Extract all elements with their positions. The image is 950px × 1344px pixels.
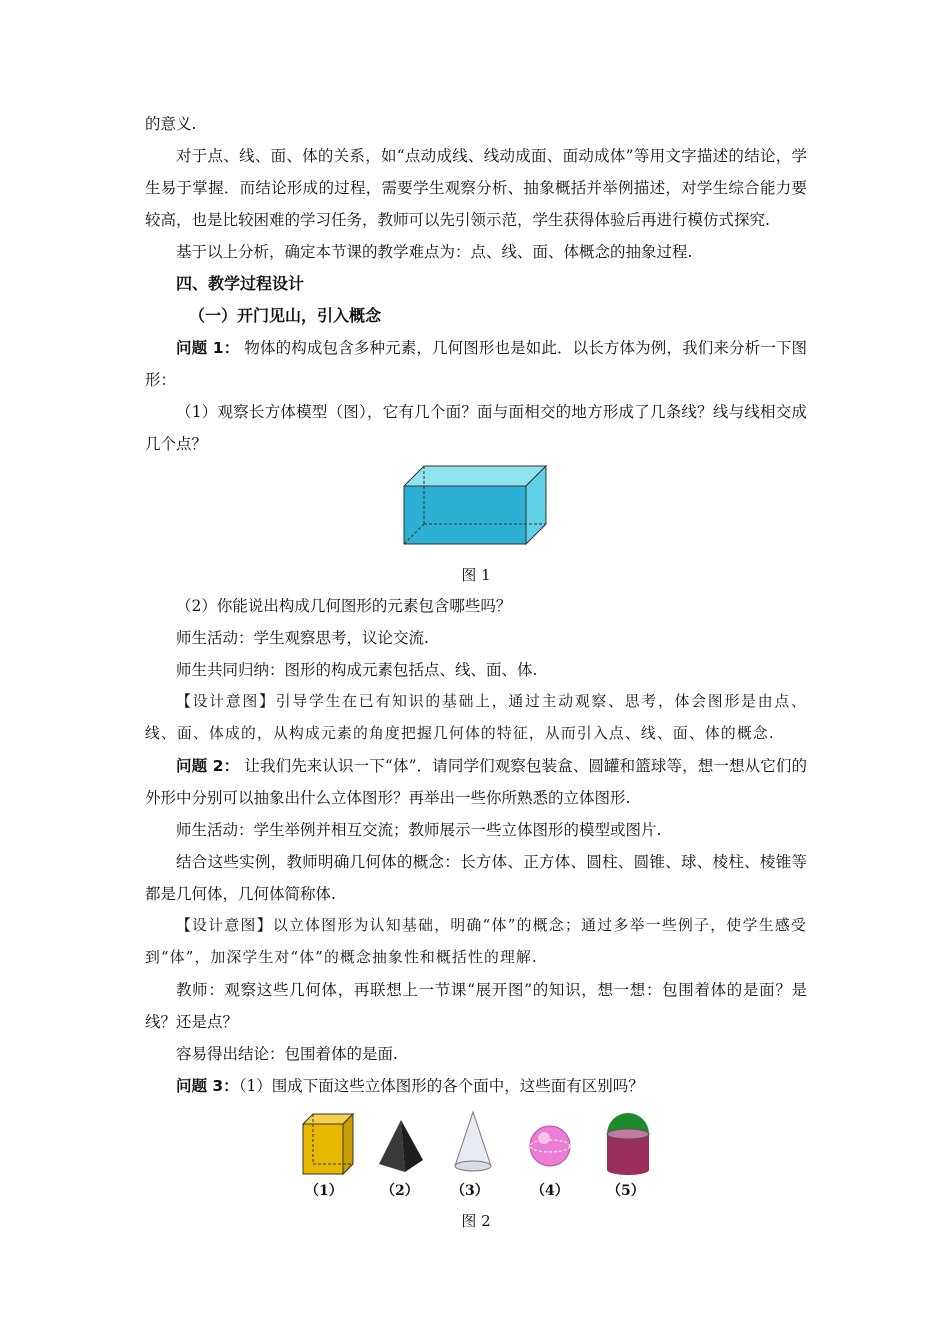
question-text: 物体的构成包含多种元素，几何图形也是如此．以长方体为例，我们来分析一下图形：: [145, 339, 807, 389]
paragraph: 结合这些实例，教师明确几何体的概念：长方体、正方体、圆柱、圆锥、球、棱柱、棱锥等都是几何体，几何体简称体.: [145, 853, 807, 903]
question-1: [145, 332, 807, 396]
figure-caption: 图 2: [461, 1212, 491, 1230]
paragraph: 基于以上分析，确定本节课的教学难点为：点、线、面、体概念的抽象过程.: [176, 243, 693, 261]
pyramid-image: [375, 1110, 427, 1178]
design-intent: 【设计意图】引导学生在已有知识的基础上，通过主动观察、思考，体会图形是由点、线、面、体成的，从构成元素的角度把握几何体的特征，从而引入点、线、面、体的概念.: [145, 693, 807, 742]
document-page: [145, 108, 807, 1236]
question-2: [145, 750, 807, 814]
paragraph: 的意义.: [145, 115, 197, 133]
cube-image: [301, 1110, 357, 1178]
figure-2-solids: [145, 1110, 807, 1206]
question-text: 让我们先来认识一下“体”．请同学们观察包装盒、圆罐和篮球等，想一想从它们的外形中分别可以抽象出什么立体图形？再举出一些你所熟悉的立体图形.: [145, 757, 807, 807]
subsection-heading: （一）开门见山，引入概念: [189, 306, 382, 325]
question-label: 问题 3：: [176, 1077, 239, 1095]
question-label: 问题 2：: [176, 757, 240, 775]
paragraph: 教师：观察这些几何体，再联想上一节课“展开图”的知识，想一想：包围着体的是面？是线？还是点？: [145, 981, 807, 1031]
paragraph: （2）你能说出构成几何图形的元素包含哪些吗？: [176, 597, 512, 615]
question-3: [145, 1070, 807, 1102]
sphere-image: [525, 1110, 575, 1178]
section-heading: 四、教学过程设计: [176, 274, 305, 293]
figure-label: （2）: [381, 1183, 419, 1199]
question-label: 问题 1：: [176, 339, 240, 357]
paragraph: 师生活动：学生举例并相互交流；教师展示一些立体图形的模型或图片.: [176, 821, 662, 839]
figure-caption: 图 1: [461, 566, 491, 584]
figure-label: （5）: [607, 1183, 645, 1199]
dome-cylinder-image: [601, 1110, 655, 1178]
cuboid-image: [401, 464, 551, 550]
paragraph: 容易得出结论：包围着体的是面.: [176, 1045, 398, 1063]
paragraph: 师生活动：学生观察思考，议论交流.: [176, 629, 429, 647]
design-intent: 【设计意图】以立体图形为认知基础，明确“体”的概念；通过多举一些例子，使学生感受到“体”，加深学生对“体”的概念抽象性和概括性的理解.: [145, 917, 807, 966]
paragraph: （1）观察长方体模型（图），它有几个面？面与面相交的地方形成了几条线？线与线相交成几个点？: [145, 403, 807, 453]
figure-label: （3）: [451, 1183, 489, 1199]
question-text: （1）围成下面这些立体图形的各个面中，这些面有区别吗？: [238, 1077, 644, 1095]
paragraph: 对于点、线、面、体的关系，如“点动成线、线动成面、面动成体”等用文字描述的结论，学生易于掌握．而结论形成的过程，需要学生观察分析、抽象概括并举例描述，对学生综合能力要较高，也是比较困难的学习任务，教师可以先引领示范，学生获得体验后再进行模仿式探究.: [145, 147, 807, 229]
figure-label: （4）: [531, 1183, 569, 1199]
cone-image: [451, 1110, 495, 1178]
figure-1-cuboid: [145, 464, 807, 560]
paragraph: 师生共同归纳：图形的构成元素包括点、线、面、体.: [176, 661, 538, 679]
figure-label: （1）: [305, 1183, 343, 1199]
